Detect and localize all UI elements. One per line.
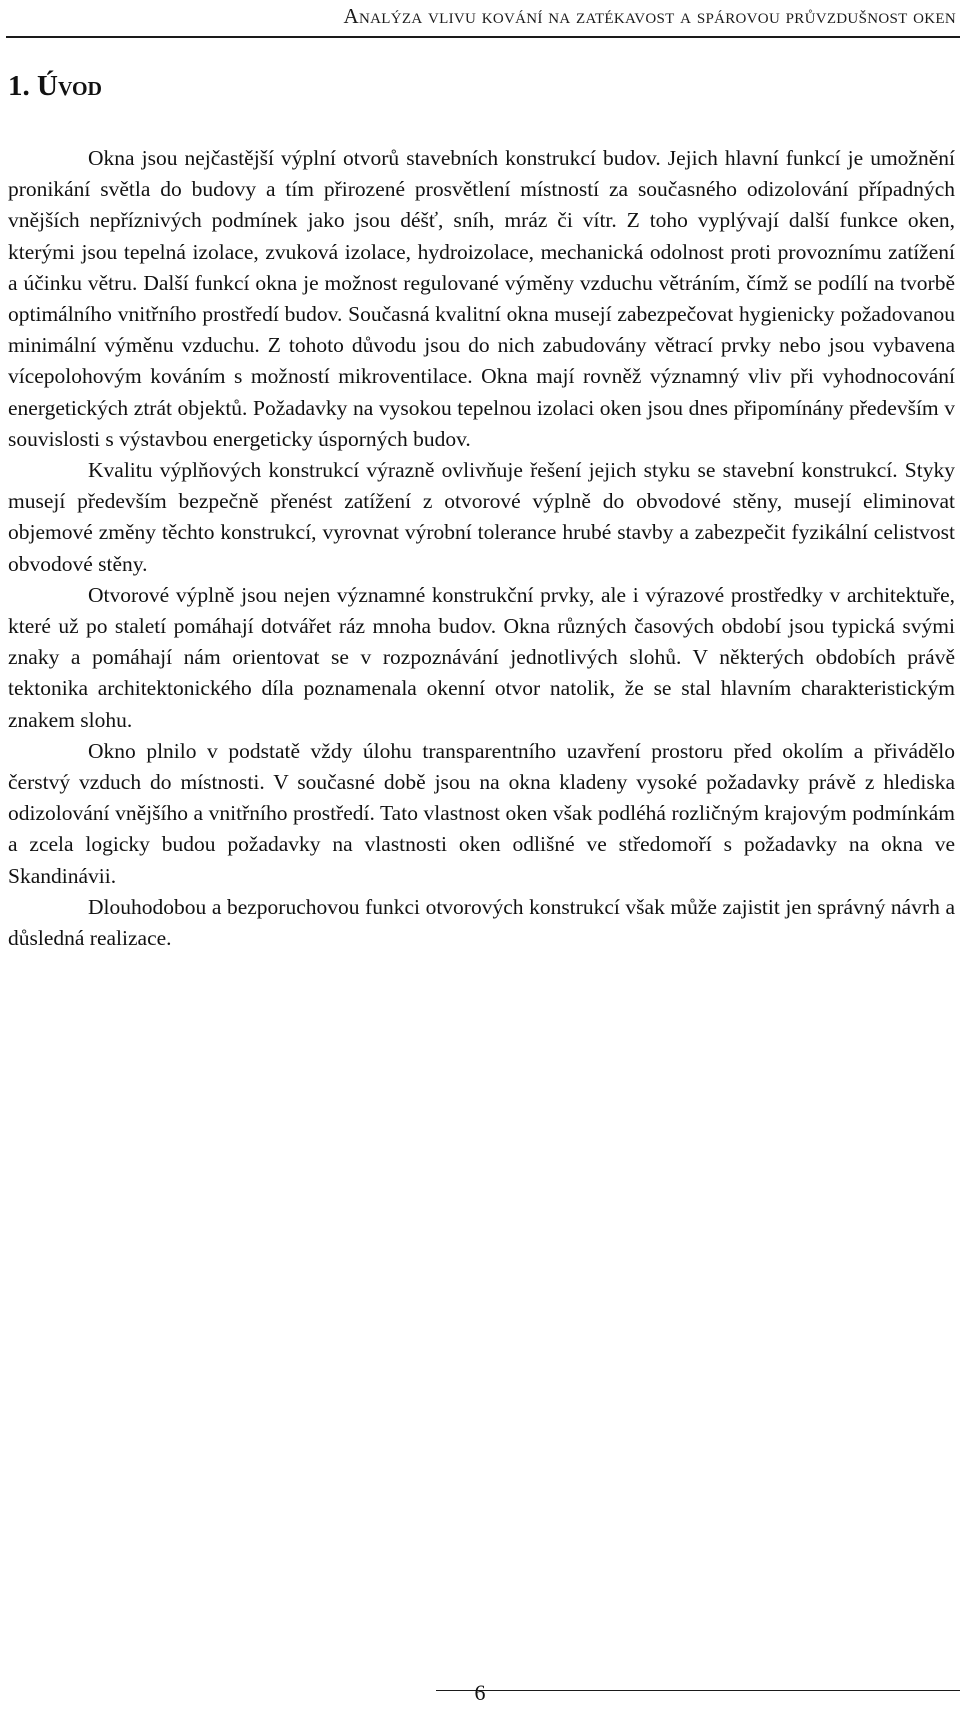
paragraph-1: Okna jsou nejčastější výplní otvorů stavebních konstrukcí budov. Jejich hlavní funkcí je umožnění pronikání světla do budovy a tím přirozené prosvětlení místností za současného odizolování případných vnějších nepříznivých podmínek jako jsou déšť, sníh, mráz či vítr. Z toho vyplývají další funkce oken, kterými jsou tepelná izolace, zvuková izolace, hydroizolace, mechanická odolnost proti provoznímu zatížení a účinku větru. Další funkcí okna je možnost regulované výměny vzduchu větráním, čímž se podílí na tvorbě optimálního vnitřního prostředí budov. Současná kvalitní okna musejí zabezpečovat hygienicky požadovanou minimální výměnu vzduchu. Z tohoto důvodu jsou do nich zabudovány větrací prvky nebo jsou vybavena vícepolohovým kováním s možností mikroventilace. Okna mají rovněž významný vliv při vyhodnocování energetických ztrát objektů. Požadavky na vysokou tepelnou izolaci oken jsou dnes připomínány především v souvislosti s výstavbou energeticky úsporných budov. xyxy=(8,146,955,451)
page-number: 6 xyxy=(474,1680,486,1705)
paragraph-2: Kvalitu výplňových konstrukcí výrazně ovlivňuje řešení jejich styku se stavební konstrukcí. Styky musejí především bezpečně přenést zatížení z otvorové výplně do obvodové stěny, musejí eliminovat objemové změny těchto konstrukcí, vyrovnat výrobní tolerance hrubé stavby a zabezpečit fyzikální celistvost obvodové stěny. xyxy=(8,458,955,576)
chapter-title: 1. Úvod xyxy=(8,70,102,102)
paragraph-3: Otvorové výplně jsou nejen významné konstrukční prvky, ale i výrazové prostředky v architektuře, které už po staletí pomáhají dotvářet ráz mnoha budov. Okna různých časových období jsou typická svými znaky a pomáhají nám orientovat se v rozpoznávání jednotlivých slohů. V některých obdobích právě tektonika architektonického díla poznamenala okenní otvor natolik, že se stal hlavním charakteristickým znakem slohu. xyxy=(8,582,955,732)
running-header-title: Analýza vlivu kování na zatékavost a spárovou průvzdušnost oken xyxy=(343,4,956,28)
running-header xyxy=(6,2,960,38)
paragraph-4: Okno plnilo v podstatě vždy úlohu transparentního uzavření prostoru před okolím a přivádělo čerstvý vzduch do místnosti. V současné době jsou na okna kladeny vysoké požadavky právě z hlediska odizolování vnějšího a vnitřního prostředí. Tato vlastnost oken však podléhá rozličným krajovým podmínkám a zcela logicky budou požadavky na vlastnosti oken odlišné ve středomoří s požadavky na okna ve Skandinávii. xyxy=(8,738,955,888)
body-text xyxy=(8,143,955,954)
paragraph-5: Dlouhodobou a bezporuchovou funkci otvorových konstrukcí však může zajistit jen správný návrh a důsledná realizace. xyxy=(8,894,955,951)
